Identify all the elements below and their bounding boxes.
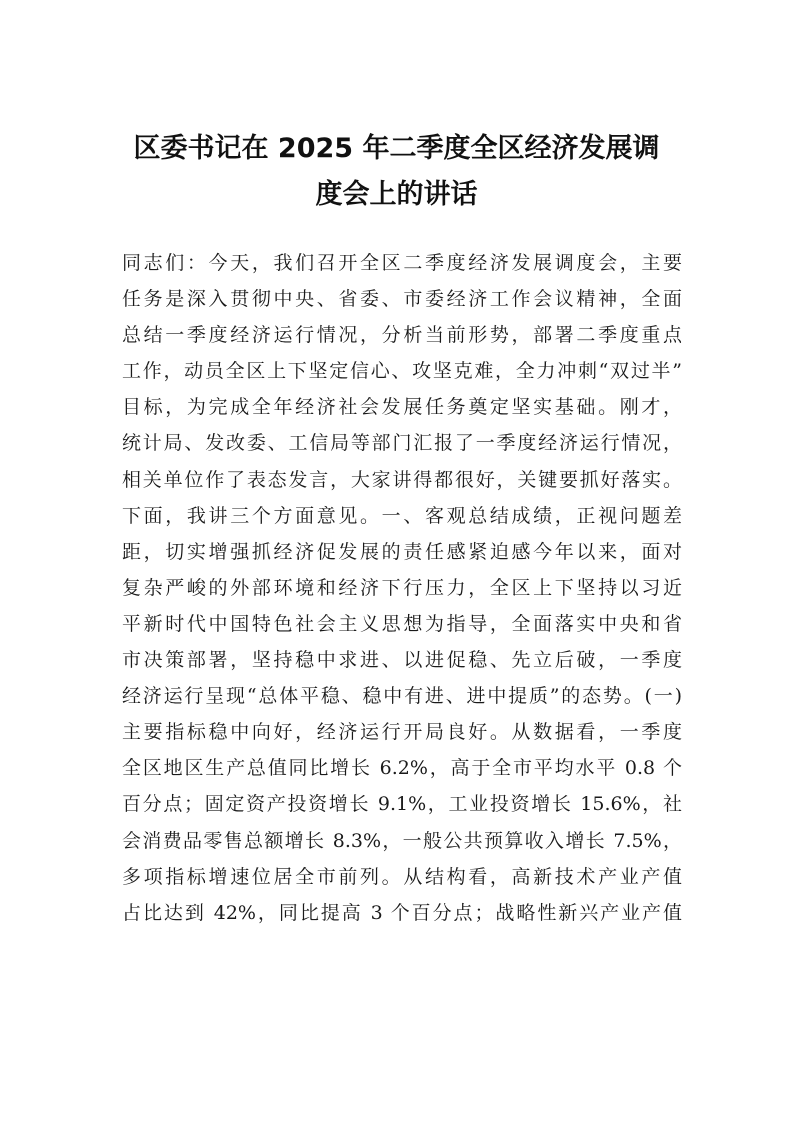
body-line: 总结一季度经济运行情况，分析当前形势，部署二季度重点 bbox=[122, 324, 682, 347]
body-line: 任务是深入贯彻中央、省委、市委经济工作会议精神，全面 bbox=[122, 288, 682, 311]
document-title bbox=[110, 126, 683, 218]
title-line-1: 区委书记在 2025 年二季度全区经济发展调 bbox=[133, 133, 660, 164]
body-line: 同志们：今天，我们召开全区二季度经济发展调度会，主要 bbox=[122, 252, 682, 274]
body-line: 经济运行呈现“总体平稳、稳中有进、进中提质”的态势。(一) bbox=[122, 685, 682, 708]
body-line: 下面，我讲三个方面意见。一、客观总结成绩，正视问题差 bbox=[122, 504, 682, 527]
body-line: 会消费品零售总额增长 8.3%，一般公共预算收入增长 7.5%， bbox=[122, 829, 682, 852]
body-line: 目标，为完成全年经济社会发展任务奠定坚实基础。刚才， bbox=[122, 396, 682, 419]
body-line: 多项指标增速位居全市前列。从结构看，高新技术产业产值 bbox=[122, 865, 682, 888]
body-line: 全区地区生产总值同比增长 6.2%，高于全市平均水平 0.8 个 bbox=[122, 757, 682, 780]
body-line: 平新时代中国特色社会主义思想为指导，全面落实中央和省 bbox=[122, 612, 682, 635]
title-line-2: 度会上的讲话 bbox=[315, 179, 478, 210]
speech-body bbox=[122, 245, 682, 931]
body-line: 复杂严峻的外部环境和经济下行压力，全区上下坚持以习近 bbox=[122, 576, 682, 599]
body-line: 工作，动员全区上下坚定信心、攻坚克难，全力冲刺“双过半” bbox=[122, 360, 682, 383]
body-line: 相关单位作了表态发言，大家讲得都很好，关键要抓好落实。 bbox=[122, 468, 682, 491]
body-line: 市决策部署，坚持稳中求进、以进促稳、先立后破，一季度 bbox=[122, 649, 682, 672]
body-line: 占比达到 42%，同比提高 3 个百分点；战略性新兴产业产值 bbox=[122, 901, 682, 924]
body-line: 距，切实增强抓经济促发展的责任感紧迫感今年以来，面对 bbox=[122, 540, 682, 563]
body-line: 主要指标稳中向好，经济运行开局良好。从数据看，一季度 bbox=[122, 721, 682, 744]
body-line: 百分点；固定资产投资增长 9.1%，工业投资增长 15.6%，社 bbox=[122, 793, 682, 816]
body-line: 统计局、发改委、工信局等部门汇报了一季度经济运行情况， bbox=[122, 432, 682, 455]
